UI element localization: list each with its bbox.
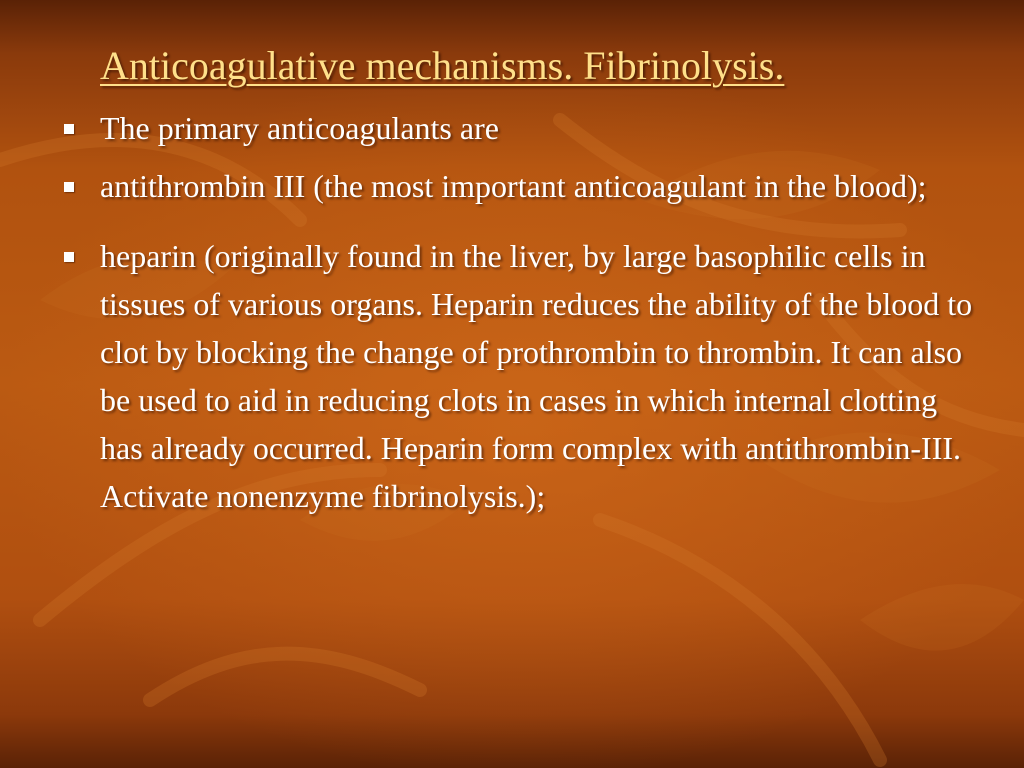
square-bullet-icon [64,252,74,262]
slide-title: Anticoagulative mechanisms. Fibrinolysis. [100,43,785,88]
bullet-text: The primary anticoagulants are [100,110,499,146]
square-bullet-icon [64,124,74,134]
bullet-item [62,232,982,520]
bullet-text: heparin (originally found in the liver, by large basophilic cells in tissues of various organs. Heparin reduces the ability of the blood to clot by blocking the change of prothrombin to thrombin. It can also be used to aid in reducing clots in cases in which internal clotting has already occurred. Heparin form complex with antithrombin-III. Activate nonenzyme fibrinolysis.); [100,238,973,514]
bullet-item [62,162,982,210]
bullet-list [62,104,982,520]
bullet-text: antithrombin III (the most important anticoagulant in the blood); [100,168,927,204]
bullet-item [62,104,982,152]
square-bullet-icon [64,182,74,192]
